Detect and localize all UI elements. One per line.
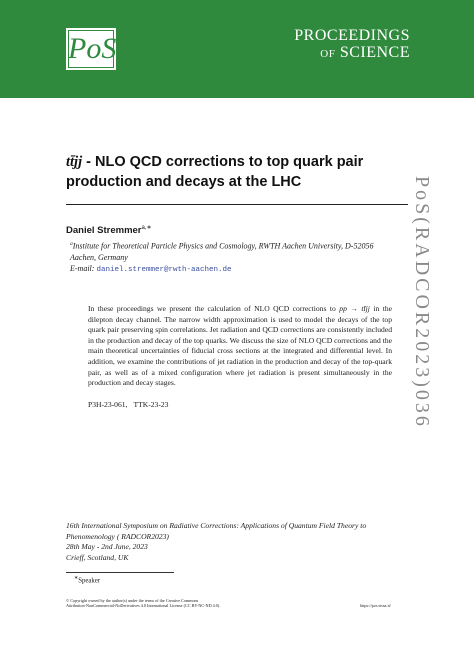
journal-header-band — [0, 0, 474, 98]
preprint-numbers — [88, 400, 174, 409]
copyright-notice — [66, 598, 286, 608]
title-text: - NLO QCD corrections to top quark pair production and decays at the LHC — [66, 154, 364, 190]
email-link[interactable]: daniel.stremmer@rwth-aachen.de — [96, 266, 232, 274]
abstract — [88, 304, 392, 389]
author-text: Daniel Stremmer — [66, 225, 142, 237]
pos-url[interactable]: https://pos.sissa.it/ — [360, 603, 391, 608]
author-name — [66, 224, 152, 236]
affiliation-text: Institute for Theoretical Particle Physics and Cosmology, RWTH Aachen University, D-52056 Aachen, Germany — [70, 241, 374, 262]
abstract-part1: In these proceedings we present the calculation of NLO QCD corrections to — [88, 304, 340, 313]
brand-of: OF — [320, 48, 336, 60]
paper-title — [66, 152, 406, 192]
side-identifier-text: PoS(RADCOR2023)036 — [411, 176, 433, 429]
conference-info — [66, 521, 396, 563]
brand-line-1: PROCEEDINGS — [294, 27, 410, 44]
conference-name: 16th International Symposium on Radiative Corrections: Applications of Quantum Field Theory to Phenomenology ( RADCOR2023) — [66, 521, 367, 541]
preprint-1: P3H-23-061, — [88, 400, 128, 409]
brand-science: SCIENCE — [339, 44, 410, 61]
title-math: tt̄jj — [66, 154, 83, 170]
footnote-divider — [66, 572, 174, 573]
conference-dates: 28th May - 2nd June, 2023 — [66, 542, 148, 551]
conference-place: Crieff, Scotland, UK — [66, 552, 129, 562]
email-label: E-mail: — [70, 264, 95, 273]
side-identifier — [411, 176, 445, 476]
brand-line-2 — [294, 44, 410, 63]
footnote-mark: ∗ — [74, 576, 79, 581]
email-row — [70, 264, 231, 274]
proceedings-of-science-wordmark — [294, 27, 410, 63]
abstract-math: pp → tt̄jj — [339, 304, 370, 313]
copyright-line-2: Attribution-NonCommercial-NoDerivatives 4.0 International License (CC BY-NC-ND 4.0). — [66, 603, 221, 609]
author-marks: a,∗ — [141, 225, 152, 231]
footnote-text: Speaker — [78, 577, 101, 585]
affiliation — [70, 239, 400, 263]
affiliation-mark: a — [70, 241, 73, 247]
preprint-2: TTK-23-23 — [133, 400, 169, 409]
abstract-part2: in the dilepton decay channel. The narrow width approximation is used to model the decays of the top quark pair preserving spin correlations. Jet radiation and QCD corrections are consistently included in the production and decay of the top quarks. We discuss the size of NLO QCD corrections and the main theoretical uncertainties of fiducial cross sections at the integrated and differential level. In addition, we examine the contributions of jet radiation in the production and decay of the top-quark pair, as well as of a mixed configuration where jet radiation is present simultaneously in the production and decay stages. — [88, 304, 392, 388]
pos-logo — [66, 28, 116, 70]
copyright-line-1: © Copyright owned by the author(s) under the terms of the Creative Commons — [66, 598, 199, 603]
footnote — [74, 575, 100, 584]
title-divider — [66, 204, 408, 205]
pos-logo-text: PoS — [68, 32, 117, 65]
